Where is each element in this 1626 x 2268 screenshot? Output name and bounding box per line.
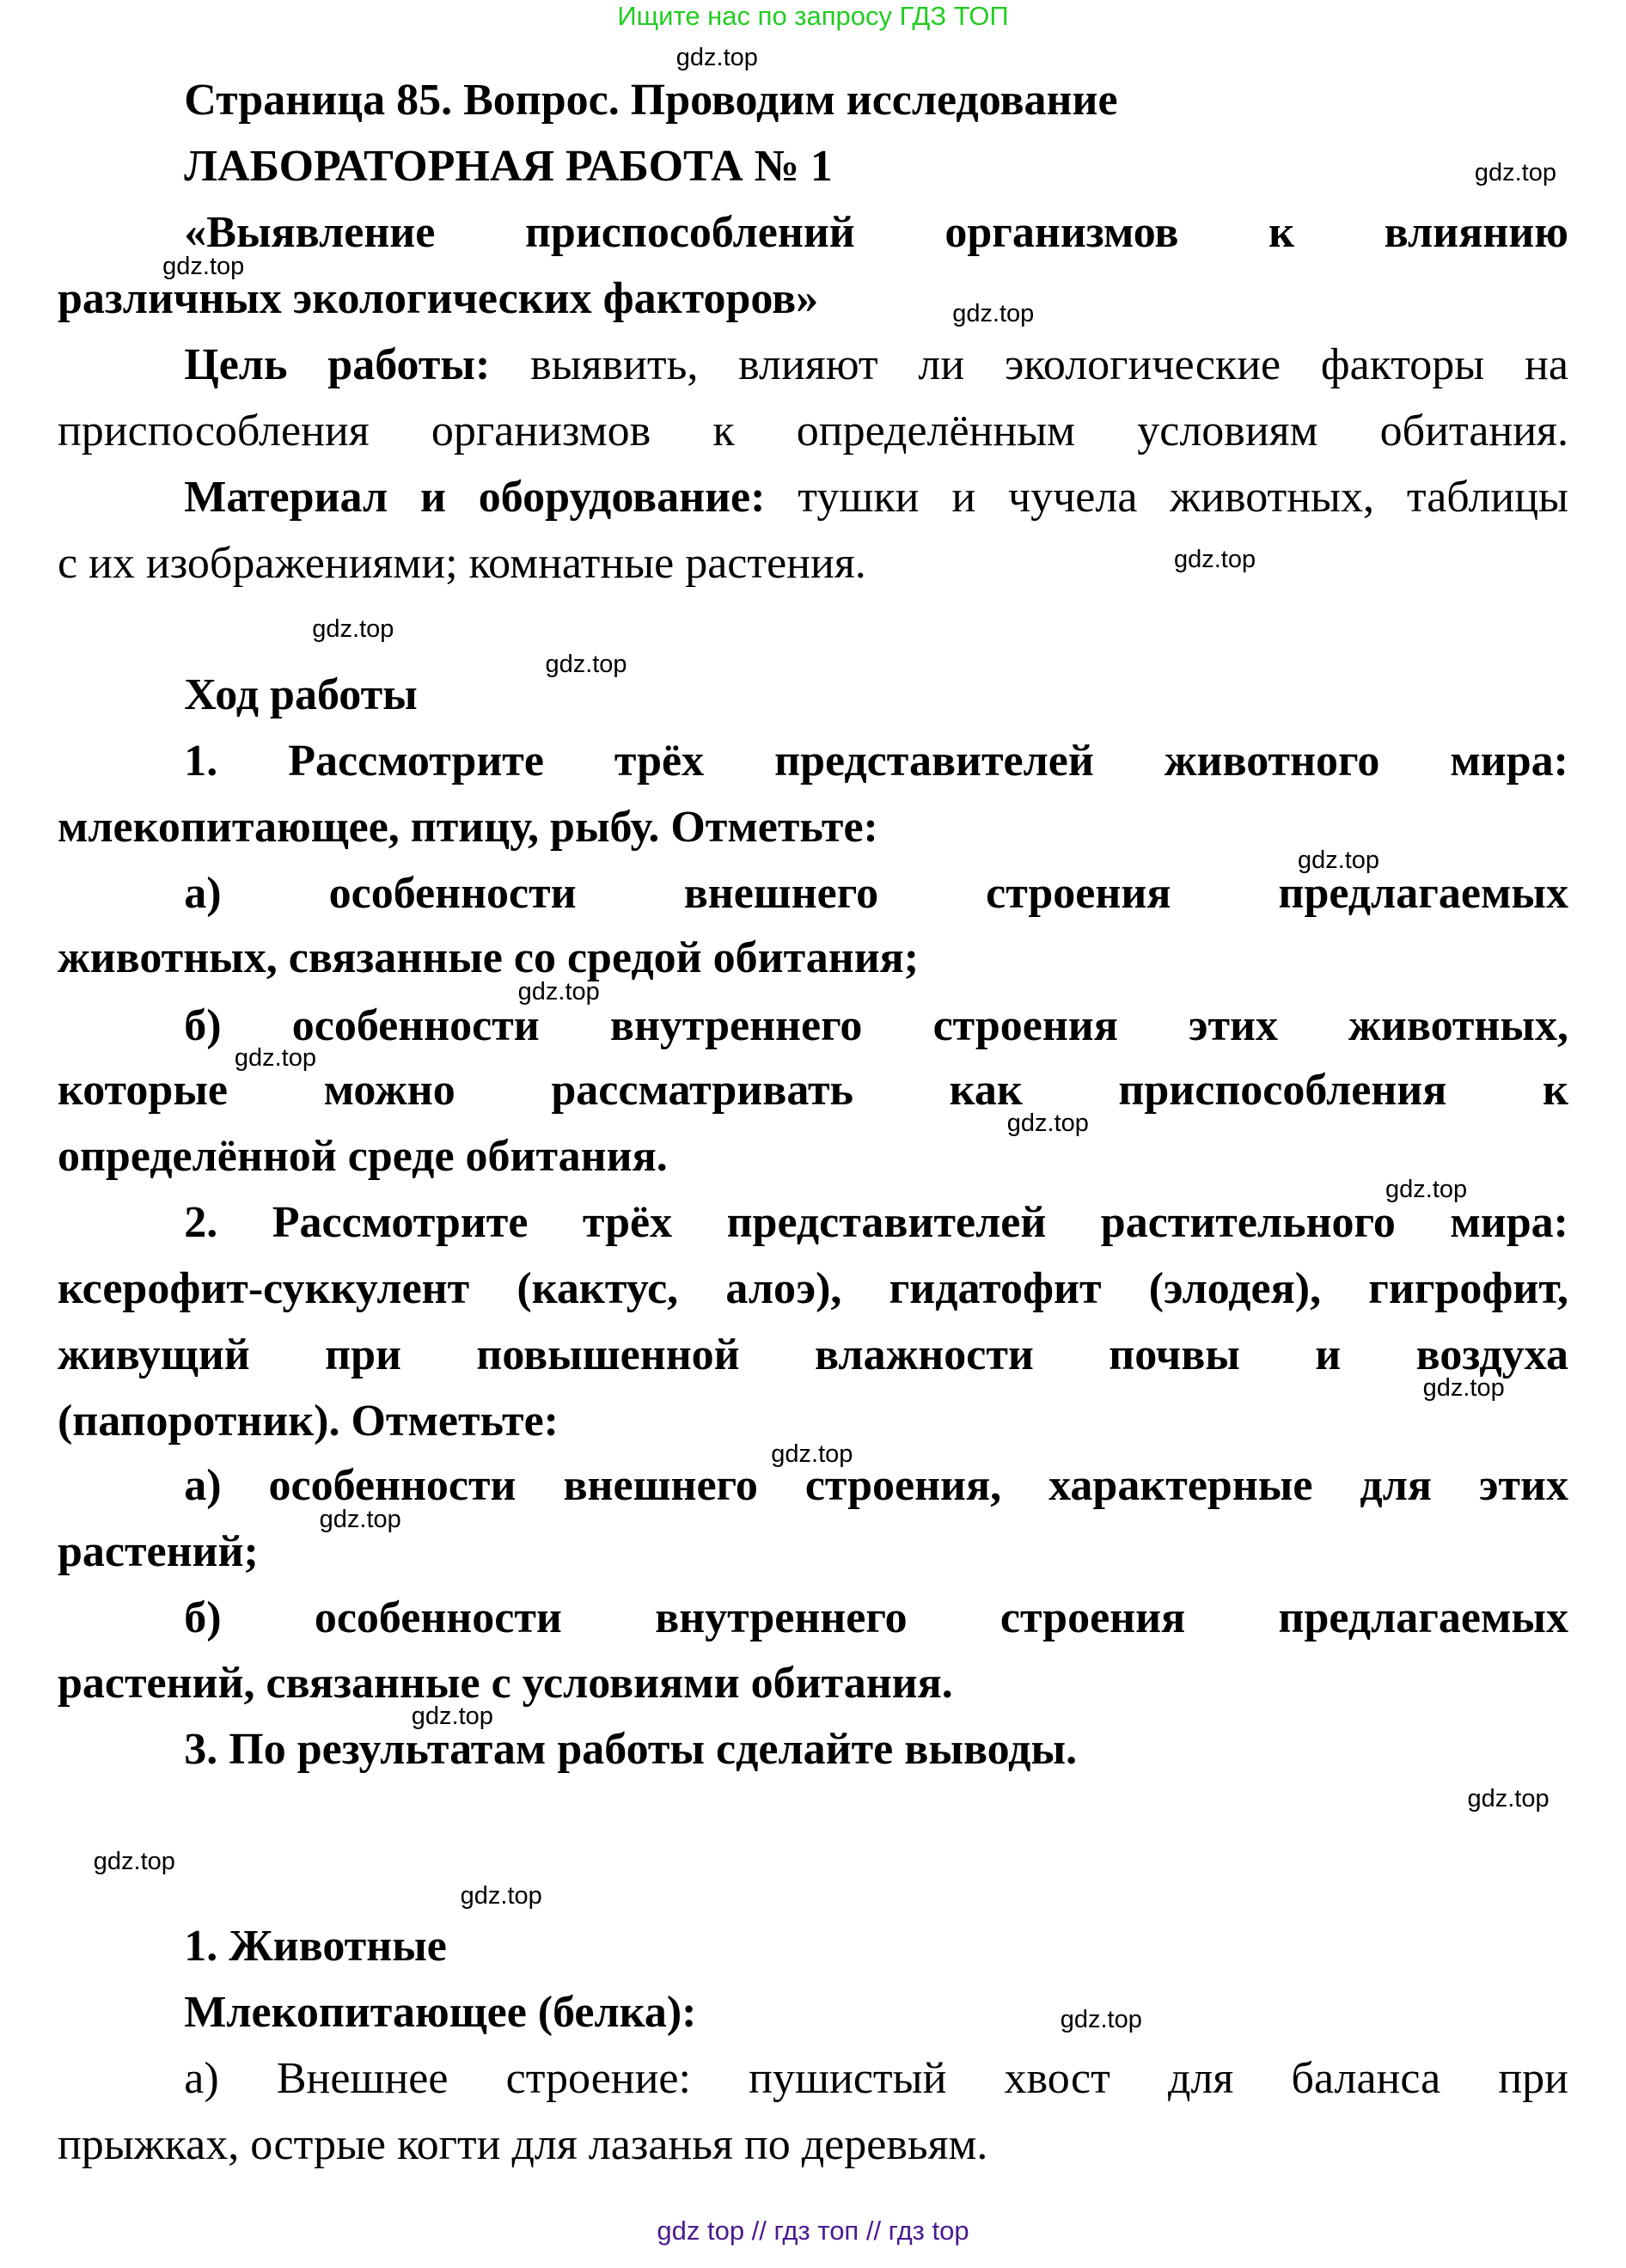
bold-text: (папоротник). Отметьте: xyxy=(57,1396,559,1446)
bold-text: б) особенности внутреннего строения предлагаемых xyxy=(184,1593,1568,1643)
watermark: gdz.top xyxy=(771,1440,853,1468)
bold-text: млекопитающее, птицу, рыбу. Отметьте: xyxy=(57,802,878,852)
watermark: gdz.top xyxy=(675,43,758,71)
bold-text: а) особенности внешнего строения предлагаемых xyxy=(184,868,1568,918)
watermark: gdz.top xyxy=(1173,546,1256,574)
bold-text: 1. Рассмотрите трёх представителей животного мира: xyxy=(184,736,1568,786)
watermark: gdz.top xyxy=(1474,158,1556,186)
text-line xyxy=(57,539,866,589)
bold-text: Ход работы xyxy=(184,669,418,719)
text: с их изображениями; комнатные растения. xyxy=(57,539,866,589)
text: выявить, влияют ли экологические факторы на xyxy=(490,340,1568,390)
text-line xyxy=(184,1724,1078,1774)
text-line xyxy=(184,76,1118,125)
text-line xyxy=(184,868,1568,918)
bold-text: животных, связанные со средой обитания; xyxy=(57,932,920,982)
text-line xyxy=(184,1461,1568,1511)
bold-text: 2. Рассмотрите трёх представителей растительного мира: xyxy=(184,1197,1568,1247)
search-banner[interactable]: Ищите нас по запросу ГДЗ ТОП xyxy=(617,1,1009,31)
text-line xyxy=(57,802,878,852)
text-line xyxy=(57,932,920,982)
bold-text: Страница 85. Вопрос. Проводим исследование xyxy=(184,76,1118,125)
bold-text: ЛАБОРАТОРНАЯ РАБОТА № 1 xyxy=(184,142,833,192)
text-line xyxy=(184,1921,447,1971)
text-line xyxy=(57,1658,953,1708)
bold-text: живущий при повышенной влажности почвы и воздуха xyxy=(57,1330,1568,1379)
bold-text: 3. По результатам работы сделайте выводы. xyxy=(184,1724,1078,1774)
bold-text: Цель работы: xyxy=(184,340,491,390)
bold-text: Материал и оборудование: xyxy=(184,473,766,523)
footer-watermark: gdz top // гдз топ // гдз top xyxy=(657,2216,969,2246)
text-line xyxy=(184,208,1568,258)
watermark: gdz.top xyxy=(411,1703,493,1731)
watermark: gdz.top xyxy=(1060,2006,1142,2034)
text: а) Внешнее строение: пушистый хвост для баланса при xyxy=(184,2053,1568,2103)
text-line xyxy=(57,1263,1568,1313)
text-line xyxy=(184,1000,1568,1050)
bold-text: ксерофит-суккулент (кактус, алоэ), гидатофит (элодея), гигрофит, xyxy=(57,1263,1568,1313)
text-line xyxy=(184,340,1568,390)
watermark: gdz.top xyxy=(1467,1784,1550,1813)
watermark: gdz.top xyxy=(1422,1374,1505,1403)
watermark: gdz.top xyxy=(517,978,600,1006)
bold-text: растений, связанные с условиями обитания. xyxy=(57,1658,953,1708)
text-line xyxy=(57,1396,559,1446)
text-line xyxy=(57,274,819,324)
text: тушки и чучела животных, таблицы xyxy=(765,473,1568,523)
text-line xyxy=(184,1197,1568,1247)
text-line xyxy=(184,142,833,192)
text-line xyxy=(57,1131,668,1181)
text: приспособления организмов к определённым условиям обитания. xyxy=(57,407,1568,456)
watermark: gdz.top xyxy=(312,614,394,643)
bold-text: Млекопитающее (белка): xyxy=(184,1987,697,2037)
text-line xyxy=(57,2119,988,2169)
watermark: gdz.top xyxy=(952,299,1035,327)
bold-text: определённой среде обитания. xyxy=(57,1131,668,1181)
bold-text: которые можно рассматривать как приспособления к xyxy=(57,1065,1568,1115)
bold-text: различных экологических факторов» xyxy=(57,274,819,324)
text-line xyxy=(184,2053,1568,2103)
bold-text: «Выявление приспособлений организмов к влиянию xyxy=(184,208,1568,258)
text-line xyxy=(184,1987,697,2037)
text-line xyxy=(184,736,1568,786)
watermark: gdz.top xyxy=(93,1848,175,1876)
text-line xyxy=(57,407,1568,456)
text-line xyxy=(184,1593,1568,1643)
text-line xyxy=(57,1330,1568,1379)
text: прыжках, острые когти для лазанья по деревьям. xyxy=(57,2119,988,2169)
watermark: gdz.top xyxy=(1006,1110,1089,1138)
watermark: gdz.top xyxy=(545,651,627,679)
bold-text: а) особенности внешнего строения, характерные для этих xyxy=(184,1461,1568,1511)
watermark: gdz.top xyxy=(460,1882,542,1910)
watermark: gdz.top xyxy=(162,252,245,280)
bold-text: 1. Животные xyxy=(184,1921,447,1971)
watermark: gdz.top xyxy=(1297,847,1380,875)
watermark: gdz.top xyxy=(1385,1176,1468,1204)
bold-text: б) особенности внутреннего строения этих животных, xyxy=(184,1000,1568,1050)
text-line xyxy=(57,1065,1568,1115)
text-line xyxy=(184,473,1568,523)
watermark: gdz.top xyxy=(234,1044,316,1073)
text-line xyxy=(184,669,418,719)
text-line xyxy=(57,1527,259,1577)
watermark: gdz.top xyxy=(319,1505,401,1533)
bold-text: растений; xyxy=(57,1527,259,1577)
